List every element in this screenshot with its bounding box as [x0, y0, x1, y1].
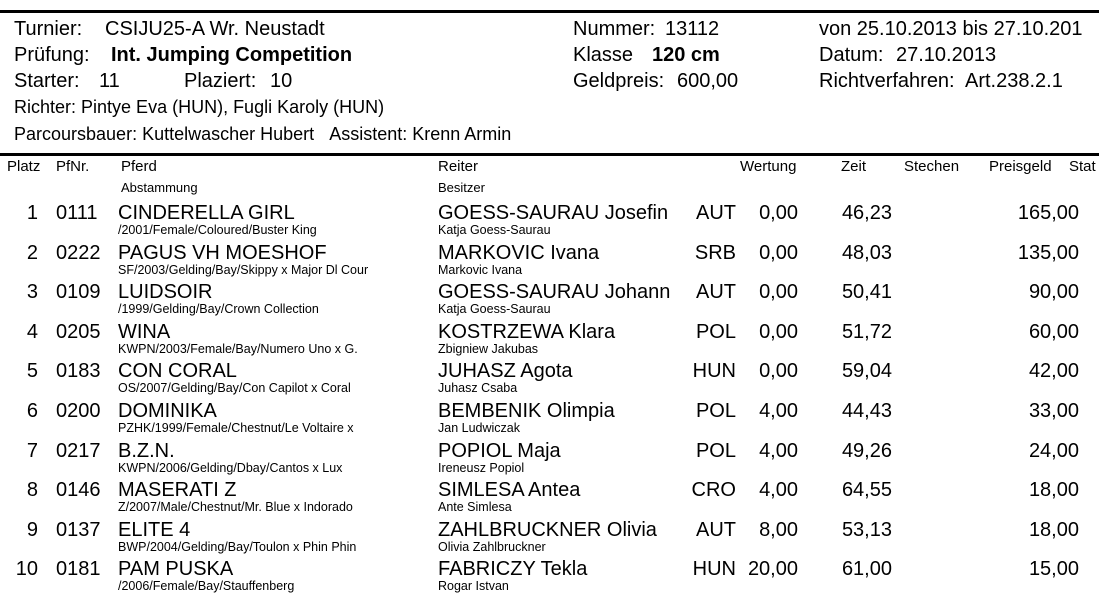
reiter-cell: FABRICZY Tekla — [438, 558, 588, 581]
wertung-cell: 0,00 — [759, 320, 798, 343]
besitzer-cell: Juhasz Csaba — [438, 381, 518, 396]
pfnr-cell: 0137 — [56, 518, 101, 541]
wertung-cell: 20,00 — [747, 558, 798, 581]
nummer-label: Nummer: — [573, 18, 656, 40]
pfnr-cell: 0146 — [56, 479, 101, 502]
pferd-cell: ELITE 4 — [118, 518, 191, 541]
nation-cell: AUT — [696, 202, 736, 224]
preisgeld-cell: 135,00 — [1017, 241, 1079, 264]
reiter-cell: SIMLESA Antea — [438, 479, 581, 502]
platz-cell: 10 — [15, 558, 38, 581]
preisgeld-cell: 18,00 — [1028, 518, 1079, 541]
table-row — [0, 280, 1099, 320]
table-row — [0, 359, 1099, 399]
richtverfahren-line — [819, 69, 1063, 93]
col-stechen: Stechen — [904, 158, 960, 175]
reiter-cell: MARKOVIC Ivana — [438, 241, 600, 264]
table-row — [0, 320, 1099, 360]
wertung-cell: 4,00 — [759, 479, 798, 502]
richtverfahren-label: Richtverfahren: — [819, 70, 955, 92]
besitzer-cell: Katja Goess-Saurau — [438, 302, 551, 317]
pfnr-cell: 0111 — [56, 202, 98, 224]
nation-cell: AUT — [696, 518, 736, 541]
richter-line — [14, 95, 384, 119]
pfnr-cell: 0181 — [56, 558, 101, 581]
parcours-label: Parcoursbauer: — [14, 124, 138, 144]
richter-label: Richter: — [14, 97, 77, 117]
geldpreis-line — [573, 69, 739, 93]
platz-cell: 8 — [26, 479, 38, 502]
richter-value: Pintye Eva (HUN), Fugli Karoly (HUN) — [81, 97, 385, 117]
zeit-cell: 44,43 — [841, 400, 892, 422]
besitzer-cell: Olivia Zahlbruckner — [438, 539, 546, 554]
preisgeld-cell: 60,00 — [1028, 320, 1079, 343]
starter-label: Starter: — [14, 70, 80, 92]
platz-cell: 6 — [26, 400, 38, 422]
platz-cell: 7 — [26, 439, 38, 462]
parcours-line — [14, 122, 511, 146]
besitzer-cell: Markovic Ivana — [438, 262, 523, 277]
turnier-line — [14, 17, 325, 41]
zeit-cell: 49,26 — [841, 439, 892, 462]
reiter-cell: BEMBENIK Olimpia — [438, 400, 615, 422]
pferd-cell: WINA — [118, 320, 171, 343]
col-platz: Platz — [7, 158, 41, 175]
pferd-cell: PAM PUSKA — [118, 558, 234, 581]
preisgeld-cell: 18,00 — [1028, 479, 1079, 502]
reiter-cell: GOESS-SAURAU Johann — [438, 281, 671, 304]
datum-label: Datum: — [819, 44, 884, 66]
zeit-cell: 48,03 — [841, 241, 892, 264]
starter-line — [14, 69, 120, 93]
col-preisgeld: Preisgeld — [989, 158, 1052, 175]
col-reiter: Reiter — [438, 158, 479, 175]
platz-cell: 1 — [26, 202, 38, 224]
pferd-cell: CINDERELLA GIRL — [118, 202, 295, 224]
reiter-cell: JUHASZ Agota — [438, 360, 573, 383]
table-row — [0, 478, 1099, 518]
datum-line — [819, 43, 997, 67]
plaziert-label: Plaziert: — [184, 70, 257, 92]
turnier-label: Turnier: — [14, 18, 83, 40]
pferd-cell: LUIDSOIR — [118, 281, 213, 304]
pruefung-value: Int. Jumping Competition — [111, 44, 353, 66]
wertung-cell: 0,00 — [759, 281, 798, 304]
nation-cell: HUN — [692, 360, 736, 383]
zeit-cell: 46,23 — [841, 202, 892, 224]
abstammung-cell: /2001/Female/Coloured/Buster King — [118, 223, 317, 237]
besitzer-cell: Ireneusz Popiol — [438, 460, 525, 475]
pfnr-cell: 0109 — [56, 281, 101, 304]
geldpreis-label: Geldpreis: — [573, 70, 665, 92]
turnier-value: CSIJU25-A Wr. Neustadt — [105, 18, 325, 40]
zeit-cell: 51,72 — [841, 320, 892, 343]
col-pferd: Pferd — [121, 158, 157, 175]
table-row — [0, 399, 1099, 439]
preisgeld-cell: 165,00 — [1017, 202, 1079, 224]
nummer-line — [573, 17, 720, 41]
abstammung-cell: SF/2003/Gelding/Bay/Skippy x Major Dl Cour — [118, 262, 369, 277]
zeit-cell: 53,13 — [841, 518, 892, 541]
assistent-label: Assistent: — [329, 124, 408, 144]
pferd-cell: CON CORAL — [118, 360, 237, 383]
besitzer-cell: Jan Ludwiczak — [438, 421, 520, 435]
pfnr-cell: 0222 — [56, 241, 101, 264]
pfnr-cell: 0200 — [56, 400, 101, 422]
preisgeld-cell: 15,00 — [1028, 558, 1079, 581]
nation-cell: POL — [695, 320, 736, 343]
preisgeld-cell: 42,00 — [1028, 360, 1079, 383]
nation-cell: POL — [695, 400, 736, 422]
abstammung-cell: Z/2007/Male/Chestnut/Mr. Blue x Indorado — [118, 500, 353, 515]
pruefung-line — [14, 43, 353, 67]
table-header-rule — [0, 153, 1099, 156]
klasse-label: Klasse — [573, 44, 634, 66]
preisgeld-cell: 33,00 — [1028, 400, 1079, 422]
besitzer-cell: Rogar Istvan — [438, 579, 509, 594]
nation-cell: POL — [695, 439, 736, 462]
preisgeld-cell: 90,00 — [1028, 281, 1079, 304]
pfnr-cell: 0183 — [56, 360, 101, 383]
wertung-cell: 8,00 — [759, 518, 798, 541]
col-besitzer: Besitzer — [438, 180, 485, 195]
wertung-cell: 4,00 — [759, 400, 798, 422]
zeitraum: von 25.10.2013 bis 27.10.201 — [819, 18, 1083, 40]
zeit-cell: 64,55 — [841, 479, 892, 502]
abstammung-cell: /1999/Gelding/Bay/Crown Collection — [118, 302, 319, 317]
pferd-cell: DOMINIKA — [118, 400, 217, 422]
zeit-cell: 50,41 — [841, 281, 892, 304]
col-wertung: Wertung — [740, 158, 797, 175]
plaziert-line — [184, 69, 293, 93]
pruefung-label: Prüfung: — [14, 44, 90, 66]
pferd-cell: MASERATI Z — [118, 479, 237, 502]
nation-cell: HUN — [692, 558, 736, 581]
pferd-cell: B.Z.N. — [118, 439, 175, 462]
col-pfnr: PfNr. — [56, 158, 90, 175]
pfnr-cell: 0205 — [56, 320, 101, 343]
besitzer-cell: Zbigniew Jakubas — [438, 341, 539, 356]
col-abstammung: Abstammung — [121, 180, 198, 195]
platz-cell: 3 — [26, 281, 38, 304]
abstammung-cell: BWP/2004/Gelding/Bay/Toulon x Phin Phin — [118, 539, 357, 554]
reiter-cell: KOSTRZEWA Klara — [438, 320, 616, 343]
pferd-cell: PAGUS VH MOESHOF — [118, 241, 327, 264]
table-row — [0, 201, 1099, 241]
table-row — [0, 557, 1099, 597]
zeit-cell: 59,04 — [841, 360, 892, 383]
nation-cell: CRO — [691, 479, 736, 502]
top-rule — [0, 10, 1099, 13]
parcours-value: Kuttelwascher Hubert — [142, 124, 315, 144]
col-stat: Stat — [1069, 158, 1096, 175]
table-row — [0, 439, 1099, 479]
zeit-cell: 61,00 — [841, 558, 892, 581]
abstammung-cell: PZHK/1999/Female/Chestnut/Le Voltaire x — [118, 421, 354, 435]
table-row — [0, 518, 1099, 558]
klasse-value: 120 cm — [652, 44, 720, 66]
geldpreis-value: 600,00 — [677, 70, 739, 92]
abstammung-cell: OS/2007/Gelding/Bay/Con Capilot x Coral — [118, 381, 351, 396]
wertung-cell: 0,00 — [759, 202, 798, 224]
wertung-cell: 0,00 — [759, 241, 798, 264]
platz-cell: 5 — [26, 360, 38, 383]
plaziert-value: 10 — [270, 70, 293, 92]
platz-cell: 9 — [26, 518, 38, 541]
platz-cell: 4 — [26, 320, 38, 343]
besitzer-cell: Katja Goess-Saurau — [438, 223, 551, 237]
besitzer-cell: Ante Simlesa — [438, 500, 512, 515]
preisgeld-cell: 24,00 — [1028, 439, 1079, 462]
reiter-cell: GOESS-SAURAU Josefin — [438, 202, 669, 224]
platz-cell: 2 — [26, 241, 38, 264]
nation-cell: AUT — [696, 281, 736, 304]
reiter-cell: POPIOL Maja — [438, 439, 561, 462]
abstammung-cell: KWPN/2006/Gelding/Dbay/Cantos x Lux — [118, 460, 343, 475]
col-zeit: Zeit — [841, 158, 867, 175]
richtverfahren-value: Art.238.2.1 — [965, 70, 1063, 92]
table-row — [0, 241, 1099, 281]
wertung-cell: 0,00 — [759, 360, 798, 383]
abstammung-cell: /2006/Female/Bay/Stauffenberg — [118, 579, 295, 594]
nummer-value: 13112 — [665, 18, 720, 40]
klasse-line — [573, 43, 720, 67]
starter-value: 11 — [99, 70, 120, 92]
nation-cell: SRB — [694, 241, 736, 264]
pfnr-cell: 0217 — [56, 439, 101, 462]
datum-value: 27.10.2013 — [896, 44, 997, 66]
assistent-value: Krenn Armin — [412, 124, 512, 144]
wertung-cell: 4,00 — [759, 439, 798, 462]
reiter-cell: ZAHLBRUCKNER Olivia — [438, 518, 657, 541]
abstammung-cell: KWPN/2003/Female/Bay/Numero Uno x G. — [118, 341, 358, 356]
